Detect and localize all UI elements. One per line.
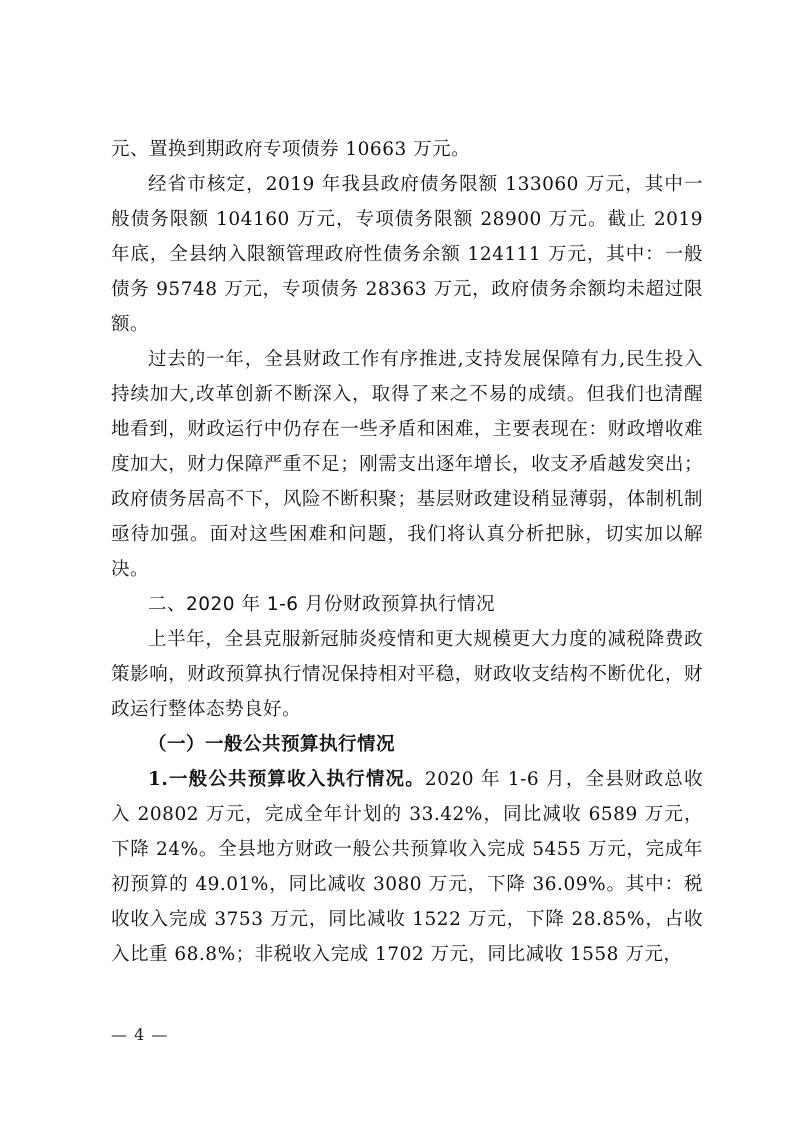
document-body	[111, 132, 703, 972]
item-lead: 1.一般公共预算收入执行情况。	[148, 769, 425, 790]
item-body: 2020 年 1-6 月，全县财政总收入 20802 万元，完成全年计划的 33.42%，同比减收 6589 万元，下降 24%。全县地方财政一般公共预算收入完成 5455 万元，完成年初预算的 49.01%，同比减收 3080 万元，下降 36.09%。其中：税收收入完成 3753 万元，同比减收 1522 万元，下降 28.85%，占收入比重 68.8%；非税收入完成 1702 万元，同比减收 1558 万元，	[111, 769, 703, 965]
section-heading: 二、2020 年 1-6 月份财政预算执行情况	[148, 594, 495, 615]
paragraph-review-summary: 过去的一年，全县财政工作有序推进,支持发展保障有力,民生投入持续加大,改革创新不断深入，取得了来之不易的成绩。但我们也清醒地看到，财政运行中仍存在一些矛盾和困难，主要表现在：财政增收难度加大，财力保障严重不足；刚需支出逐年增长，收支矛盾越发突出；政府债务居高不下，风险不断积聚；基层财政建设稍显薄弱，体制机制亟待加强。面对这些困难和问题，我们将认真分析把脉，切实加以解决。	[111, 349, 703, 580]
paragraph-section-intro: 上半年，全县克服新冠肺炎疫情和更大规模更大力度的减税降费政策影响，财政预算执行情况保持相对平稳，财政收支结构不断优化，财政运行整体态势良好。	[111, 629, 703, 720]
page-number: — 4 —	[111, 1025, 169, 1044]
subsection-heading: （一）一般公共预算执行情况	[148, 734, 396, 755]
paragraph-debt-limits: 经省市核定，2019 年我县政府债务限额 133060 万元，其中一般债务限额 104160 万元，专项债务限额 28900 万元。截止 2019 年底，全县纳入限额管理政府性债务余额 124111 万元，其中：一般债务 95748 万元，专项债务 28363 万元，政府债务余额均未超过限额。	[111, 174, 703, 335]
paragraph-revenue-execution	[111, 762, 703, 972]
paragraph-continuation: 元、置换到期政府专项债券 10663 万元。	[111, 139, 471, 160]
